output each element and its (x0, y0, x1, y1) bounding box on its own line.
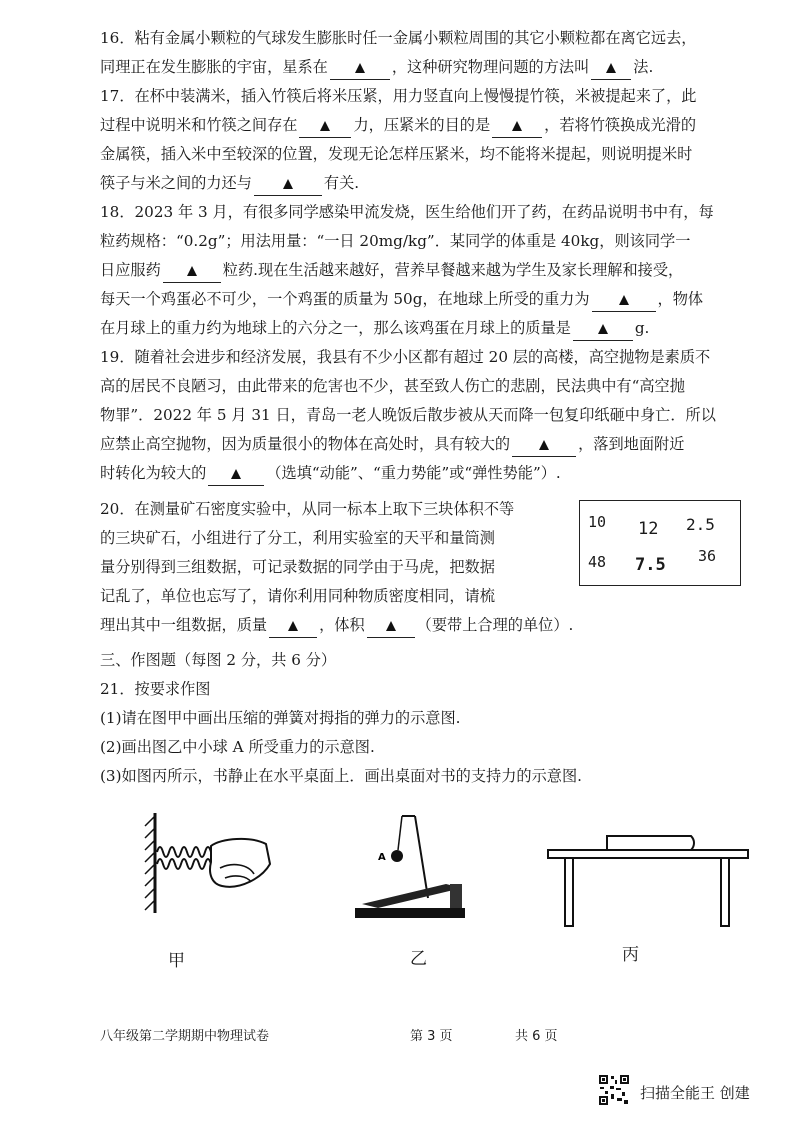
figure-yi-pendulum (350, 808, 470, 920)
q17-text-a: 过程中说明米和竹筷之间存在 (100, 116, 298, 134)
q21-line1: 21．按要求作图 (100, 680, 211, 698)
qr-code-icon (598, 1074, 630, 1106)
q19-line2: 高的居民不良陋习，由此带来的危害也不少，甚至致人伤亡的悲剧，民法典中有“高空抛 (100, 377, 685, 395)
caption-bing: 丙 (622, 945, 639, 965)
ball-label: A (378, 852, 386, 863)
blank-triangle-icon (288, 621, 298, 631)
q17-text-b: 力，压紧米的目的是 (353, 116, 491, 134)
blank-triangle-icon (619, 295, 629, 305)
q20-line1: 20．在测量矿石密度实验中，从同一标本上取下三块体积不等 (100, 500, 515, 518)
blank-triangle-icon (231, 469, 241, 479)
answer-blank[interactable] (512, 432, 576, 457)
q16-line2 (100, 55, 653, 80)
data-value: 36 (698, 547, 717, 565)
answer-blank[interactable] (269, 613, 317, 638)
q18-text-b: 粒药.现在生活越来越好，营养早餐越来越为学生及家长理解和接受， (222, 261, 684, 279)
q20-text-a: 理出其中一组数据，质量 (100, 616, 268, 634)
q19-text-d: （选填“动能”、“重力势能”或“弹性势能”）. (266, 464, 561, 482)
q18-text-d: ，物体 (657, 290, 704, 308)
q19-text-a: 应禁止高空抛物，因为质量很小的物体在高处时，具有较大的 (100, 435, 511, 453)
answer-blank[interactable] (591, 55, 631, 80)
data-value: 2.5 (686, 515, 715, 534)
q19-line1: 19．随着社会进步和经济发展，我县有不少小区都有超过 20 层的高楼，高空抛物是素质不 (100, 348, 711, 366)
blank-triangle-icon (320, 121, 330, 131)
answer-blank[interactable] (254, 171, 322, 196)
figure-bing-table (545, 830, 750, 930)
q21-line2: (1)请在图甲中画出压缩的弹簧对拇指的弹力的示意图. (100, 709, 461, 727)
answer-blank[interactable] (330, 55, 390, 80)
q17-line2 (100, 113, 696, 138)
data-value: 10 (588, 513, 607, 531)
blank-triangle-icon (386, 621, 396, 631)
q16-text-a: 同理正在发生膨胀的宇宙，星系在 (100, 58, 328, 76)
blank-triangle-icon (606, 63, 616, 73)
footer-exam-title: 八年级第二学期期中物理试卷 (100, 1029, 270, 1044)
footer-page-number: 第 3 页 (410, 1029, 453, 1044)
answer-blank[interactable] (492, 113, 542, 138)
answer-blank[interactable] (367, 613, 415, 638)
q18-line3 (100, 258, 683, 283)
q18-line5 (100, 316, 649, 341)
q17-text-c: ，若将竹筷换成光滑的 (544, 116, 696, 134)
answer-blank[interactable] (163, 258, 221, 283)
q18-line2: 粒药规格：“0.2g”；用法用量：“一日 20mg/kg”．某同学的体重是 40kg，则该同学一 (100, 232, 691, 250)
q19-text-b: ，落到地面附近 (578, 435, 685, 453)
q18-line4 (100, 287, 703, 312)
answer-blank[interactable] (208, 461, 264, 486)
answer-blank[interactable] (299, 113, 351, 138)
caption-yi: 乙 (410, 949, 427, 969)
q19-text-c: 时转化为较大的 (100, 464, 207, 482)
footer-page-total: 共 6 页 (515, 1029, 558, 1044)
q18-text-a: 日应服药 (100, 261, 161, 279)
q17-text-d: 筷子与米之间的力还与 (100, 174, 252, 192)
q17-line3: 金属筷，插入米中至较深的位置，发现无论怎样压紧米，均不能将米提起，则说明提米时 (100, 145, 693, 163)
q21-line3: (2)画出图乙中小球 A 所受重力的示意图. (100, 738, 375, 756)
data-value: 7.5 (635, 555, 666, 575)
blank-triangle-icon (283, 179, 293, 189)
figure-jia-spring (125, 808, 275, 918)
q19-line4 (100, 432, 684, 457)
q18-text-c: 每天一个鸡蛋必不可少，一个鸡蛋的质量为 50g，在地球上所受的重力为 (100, 290, 590, 308)
q20-line5 (100, 613, 573, 638)
caption-jia: 甲 (168, 951, 185, 971)
q16-text-b: ，这种研究物理问题的方法叫 (391, 58, 590, 76)
q17-line4 (100, 171, 359, 196)
blank-triangle-icon (598, 324, 608, 334)
data-value: 48 (588, 553, 607, 571)
q19-line3: 物罪”．2022 年 5 月 31 日，青岛一老人晚饭后散步被从天而降一包复印纸砸中身亡．所以 (100, 406, 716, 424)
scanner-watermark: 扫描全能王 创建 (640, 1084, 750, 1102)
data-value: 12 (638, 519, 659, 539)
q18-text-f: g. (634, 319, 650, 337)
q20-line4: 记乱了，单位也忘写了，请你利用同种物质密度相同，请梳 (100, 587, 495, 605)
answer-blank[interactable] (592, 287, 656, 312)
q18-line1: 18．2023 年 3 月，有很多同学感染甲流发烧，医生给他们开了药，在药品说明书中有，每 (100, 203, 714, 221)
q21-line4: (3)如图丙所示，书静止在水平桌面上．画出桌面对书的支持力的示意图. (100, 767, 582, 785)
q20-text-b: ，体积 (319, 616, 365, 634)
blank-triangle-icon (355, 63, 365, 73)
data-box (579, 500, 741, 586)
q17-line1: 17．在杯中装满米，插入竹筷后将米压紧，用力竖直向上慢慢提竹筷，米被提起来了，此 (100, 87, 697, 105)
q20-line2: 的三块矿石，小组进行了分工，利用实验室的天平和量筒测 (100, 529, 495, 547)
blank-triangle-icon (512, 121, 522, 131)
q20-text-c: （要带上合理的单位）. (416, 616, 574, 634)
q19-line5 (100, 461, 561, 486)
q20-line3: 量分别得到三组数据，可记录数据的同学由于马虎，把数据 (100, 558, 495, 576)
q16-text-c: 法. (633, 58, 654, 76)
section-title: 三、作图题（每图 2 分，共 6 分） (100, 651, 337, 669)
answer-blank[interactable] (573, 316, 633, 341)
q16-line1: 16．粘有金属小颗粒的气球发生膨胀时任一金属小颗粒周围的其它小颗粒都在离它远去， (100, 29, 697, 47)
q18-text-e: 在月球上的重力约为地球上的六分之一，那么该鸡蛋在月球上的质量是 (100, 319, 571, 337)
q17-text-e: 有关. (323, 174, 360, 192)
blank-triangle-icon (539, 440, 549, 450)
blank-triangle-icon (187, 266, 197, 276)
